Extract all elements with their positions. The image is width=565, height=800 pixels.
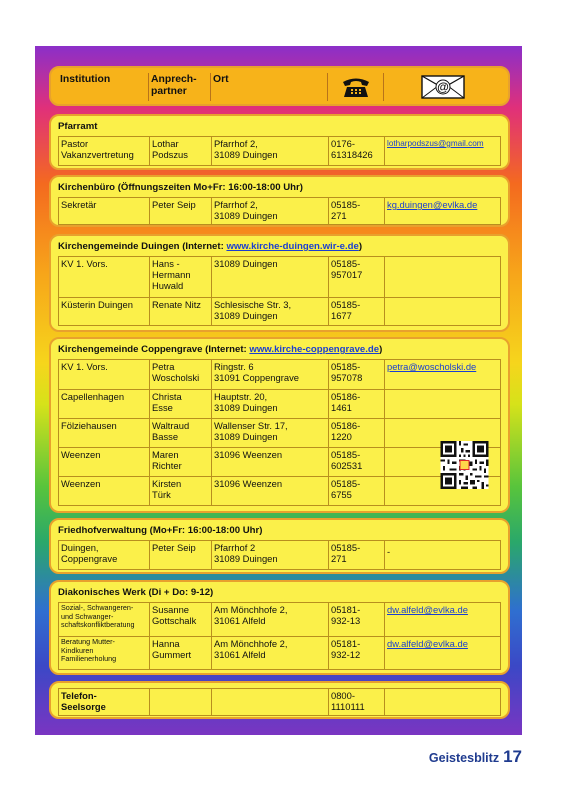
role-cell: Pastor Vakanzvertretung	[61, 138, 134, 160]
phone-cell: 05185- 957078	[328, 360, 384, 389]
section-table	[58, 136, 501, 166]
section-kirchenbuero	[49, 175, 510, 227]
phone-cell: 0800- 1110111	[328, 689, 384, 715]
section-title: Kirchenbüro (Öffnungszeiten Mo+Fr: 16:00-18:00 Uhr)	[58, 182, 303, 193]
table-row	[59, 418, 500, 447]
email-link[interactable]: lotharpodszus@gmail.com	[384, 137, 500, 165]
contact-cell: Waltraud Basse	[149, 419, 211, 447]
header-place: Ort	[210, 73, 327, 101]
contact-cell: Hans - Hermann Huwald	[149, 257, 211, 297]
email-cell	[384, 390, 500, 418]
header-institution: Institution	[60, 74, 111, 85]
table-row	[59, 137, 500, 165]
contact-cell: Lothar Podszus	[149, 137, 211, 165]
section-table	[58, 359, 501, 506]
table-row	[59, 297, 500, 325]
place-cell: 31096 Weenzen	[211, 448, 328, 476]
section-duingen	[49, 234, 510, 332]
contact-cell: Peter Seip	[149, 198, 211, 224]
email-link[interactable]: dw.alfeld@evlka.de	[384, 637, 500, 669]
envelope-at-icon	[383, 73, 501, 101]
email-cell	[384, 689, 500, 715]
header-contact: Anprech- partner	[148, 73, 210, 101]
section-table	[58, 197, 501, 225]
place-cell	[211, 689, 328, 715]
role-cell: Sekretär	[61, 199, 97, 210]
email-link[interactable]: petra@woscholski.de	[384, 360, 500, 389]
phone-cell: 05181- 932-12	[328, 637, 384, 669]
contact-cell: Petra Woscholski	[149, 360, 211, 389]
email-cell	[384, 298, 500, 325]
qr-code-icon[interactable]	[439, 441, 490, 489]
role-cell: Telefon- Seelsorge	[61, 690, 106, 712]
phone-cell: 05185- 602531	[328, 448, 384, 476]
place-cell: Hauptstr. 20, 31089 Duingen	[211, 390, 328, 418]
role-cell: Fölziehausen	[61, 420, 117, 431]
place-cell: Am Mönchhofe 2, 31061 Alfeld	[211, 603, 328, 636]
website-link[interactable]: www.kirche-duingen.wir-e.de	[226, 241, 359, 252]
phone-cell: 0176- 61318426	[328, 137, 384, 165]
footer-brand: Geistesblitz	[428, 751, 500, 765]
place-cell: Ringstr. 6 31091 Coppengrave	[211, 360, 328, 389]
section-table	[58, 688, 501, 716]
place-cell: Am Mönchhofe 2, 31061 Alfeld	[211, 637, 328, 669]
table-row	[59, 447, 500, 476]
table-row	[59, 603, 500, 636]
title-suffix: )	[358, 241, 363, 252]
place-cell: Schlesische Str. 3, 31089 Duingen	[211, 298, 328, 325]
page-number: 17	[503, 747, 522, 766]
role-cell: Beratung Mutter- Kindkuren Familienerholung	[61, 637, 117, 664]
table-header	[49, 66, 510, 106]
phone-cell: 05185- 271	[328, 198, 384, 224]
role-cell: Duingen, Coppengrave	[61, 542, 118, 564]
email-link[interactable]: kg.duingen@evlka.de	[384, 198, 500, 224]
email-cell	[384, 257, 500, 297]
phone-cell: 05185- 6755	[328, 477, 384, 505]
place-cell: Pfarrhof 2 31089 Duingen	[211, 541, 328, 569]
title-text: Kirchengemeinde Coppengrave (Internet:	[58, 344, 250, 355]
section-table	[58, 540, 501, 570]
email-cell: -	[384, 541, 500, 569]
table-row	[59, 476, 500, 505]
page-footer	[429, 747, 522, 767]
contact-cell: Peter Seip	[149, 541, 211, 569]
section-title: Pfarramt	[58, 121, 98, 132]
role-cell: Weenzen	[61, 449, 101, 460]
section-table	[58, 256, 501, 326]
contact-cell: Kirsten Türk	[149, 477, 211, 505]
section-diakonie	[49, 580, 510, 675]
place-cell: 31096 Weenzen	[211, 477, 328, 505]
phone-cell: 05185- 271	[328, 541, 384, 569]
section-pfarramt	[49, 114, 510, 170]
role-cell: Weenzen	[61, 478, 101, 489]
title-suffix: )	[379, 344, 383, 355]
contact-cell: Christa Esse	[149, 390, 211, 418]
section-table	[58, 602, 501, 670]
table-row	[59, 541, 500, 569]
phone-cell: 05181- 932-13	[328, 603, 384, 636]
table-row	[59, 198, 500, 224]
section-friedhof	[49, 518, 510, 574]
table-row	[59, 257, 500, 297]
phone-cell: 05185- 957017	[328, 257, 384, 297]
section-title	[58, 343, 501, 359]
table-row	[59, 360, 500, 389]
svg-text:@: @	[436, 80, 449, 94]
phone-cell: 05186- 1461	[328, 390, 384, 418]
contact-cell: Maren Richter	[149, 448, 211, 476]
role-cell: KV 1. Vors.	[61, 258, 108, 269]
role-cell: KV 1. Vors.	[61, 361, 108, 372]
contact-cell: Hanna Gummert	[149, 637, 211, 669]
email-link[interactable]: dw.alfeld@evlka.de	[384, 603, 500, 636]
telephone-icon	[327, 73, 383, 101]
phone-cell: 05186- 1220	[328, 419, 384, 447]
role-cell: Sozial-, Schwangeren- und Schwanger- schaftskonfliktberatung	[61, 603, 135, 630]
contact-cell	[149, 689, 211, 715]
role-cell: Capellenhagen	[61, 391, 125, 402]
title-text: Kirchengemeinde Duingen (Internet:	[58, 241, 227, 252]
table-row	[59, 689, 500, 715]
place-cell: Pfarrhof 2, 31089 Duingen	[211, 137, 328, 165]
place-cell: Pfarrhof 2, 31089 Duingen	[211, 198, 328, 224]
contact-cell: Susanne Gottschalk	[149, 603, 211, 636]
phone-cell: 05185- 1677	[328, 298, 384, 325]
table-row	[59, 389, 500, 418]
contact-cell: Renate Nitz	[149, 298, 211, 325]
place-cell: 31089 Duingen	[211, 257, 328, 297]
place-cell: Wallenser Str. 17, 31089 Duingen	[211, 419, 328, 447]
section-title: Diakonisches Werk (Di + Do: 9-12)	[58, 587, 214, 598]
website-link[interactable]: www.kirche-coppengrave.de	[249, 344, 380, 355]
section-title	[58, 240, 501, 256]
section-telefonseelsorge	[49, 681, 510, 719]
role-cell: Küsterin Duingen	[61, 299, 133, 310]
section-title: Friedhofverwaltung (Mo+Fr: 16:00-18:00 Uhr)	[58, 525, 263, 536]
table-row	[59, 636, 500, 669]
